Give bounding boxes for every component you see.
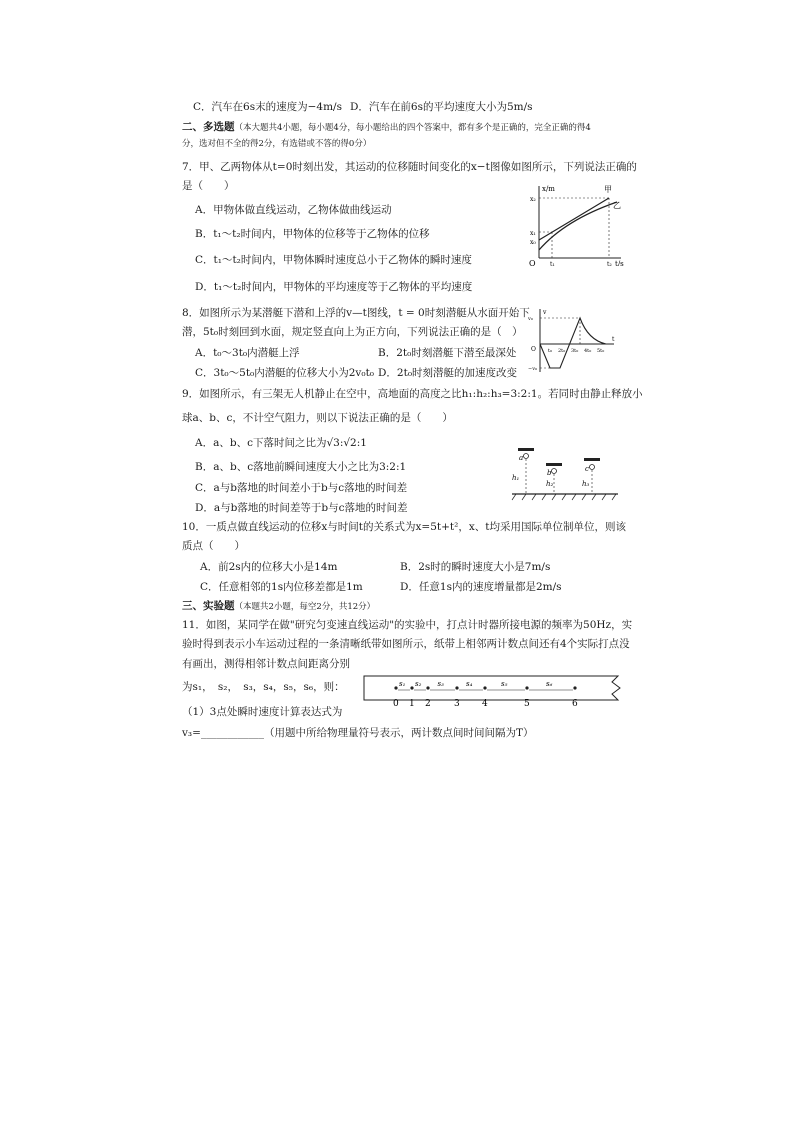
- q10-option-b: B．2s时的瞬时速度大小是7m/s: [400, 561, 551, 573]
- section-3-title: 三、实验题: [182, 600, 235, 612]
- q11-stem-4: 为s₁， s₂， s₃，s₄，s₅，s₆，则：: [182, 681, 345, 693]
- q11-stem-2: 验时得到表示小车运动过程的一条清晰纸带如图所示，纸带上相邻两计数点间还有4个实际打点没: [182, 638, 630, 650]
- q11-tape-point-label-2: 2: [425, 699, 431, 708]
- q7-graph-curve-yi: [539, 202, 617, 250]
- q11-stem-1: 11．如图，某同学在做"研究匀变速直线运动"的实验中，打点计时器所接电源的频率为50Hz，实: [182, 619, 633, 631]
- q7-option-d: D．t₁～t₂时间内，甲物体的平均速度等于乙物体的平均速度: [195, 281, 473, 293]
- q11-tape-point-0: [394, 686, 397, 689]
- q7-graph-x0-label: x₀: [530, 239, 536, 246]
- q8-graph-t0-label: t₀: [548, 348, 553, 354]
- q9-stem-1: 9．如图所示，有三架无人机静止在空中，高地面的高度之比h₁:h₂:h₃=3:2:1。若同时由静止释放小: [182, 388, 643, 400]
- q11-tape-segment-6: s₆: [546, 680, 553, 688]
- q8-option-c: C．3t₀～5t₀内潜艇的位移大小为2v₀t₀: [195, 367, 375, 379]
- q7-option-c: C．t₁～t₂时间内，甲物体瞬时速度总小于乙物体的瞬时速度: [195, 254, 472, 266]
- q7-graph-x2-label: x₂: [530, 196, 536, 203]
- q9-ball-c: [590, 465, 595, 470]
- q9-label-c: c: [585, 465, 589, 473]
- q7-graph-y-label: x/m: [542, 185, 555, 193]
- q11-tape-point-label-6: 6: [572, 699, 578, 708]
- q11-tape-point-label-3: 3: [454, 699, 460, 708]
- q11-tape-point-5: [525, 686, 528, 689]
- q8-option-d: D．2t₀时刻潜艇的加速度改变: [378, 367, 518, 379]
- q11-tape-segment-2: s₂: [415, 680, 422, 688]
- q10-option-c: C．任意相邻的1s内位移差都是1m: [200, 581, 363, 593]
- section-2-desc: （本大题共4小题，每小题4分，每小题给出的四个答案中，都有多个是正确的，完全正确的得4: [234, 123, 591, 133]
- q7-graph-line-jia: [539, 198, 609, 240]
- section-3-heading: [182, 599, 375, 614]
- q7-xt-graph: [525, 180, 625, 266]
- q9-label-h2: h₂: [546, 480, 554, 488]
- q8-graph-v0-label: v₀: [528, 316, 533, 322]
- q9-drone-figure: [510, 440, 620, 506]
- q8-graph-neg-v0-label: −v₀: [528, 366, 538, 372]
- q9-label-h1: h₁: [512, 474, 520, 482]
- q6-option-d: D．汽车在前6s的平均速度大小为5m/s: [350, 101, 533, 113]
- q11-tape-point-6: [573, 686, 576, 689]
- q8-option-b: B．2t₀时刻潜艇下潜至最深处: [378, 347, 517, 359]
- q11-answer-line: [182, 726, 533, 740]
- q8-graph-4t0-label: 4t₀: [584, 348, 592, 354]
- q9-ball-b: [552, 469, 557, 474]
- q11-stem-3: 有画出，测得相邻计数点间距离分别: [182, 658, 350, 670]
- q7-graph-t1-label: t₁: [550, 261, 555, 266]
- q11-tape-point-3: [455, 686, 458, 689]
- q11-tape-point-4: [483, 686, 486, 689]
- q7-graph-x1-label: x₁: [530, 230, 536, 237]
- section-2-desc-2: 分，选对但不全的得2分，有选错或不答的得0分）: [182, 139, 372, 149]
- q7-graph-t2-label: t₂: [607, 261, 612, 266]
- q9-option-b: B．a、b、c落地前瞬间速度大小之比为3:2:1: [195, 461, 407, 473]
- q11-part-1-note: （用题中所给物理量符号表示，两计数点间时间间隔为T）: [263, 727, 534, 739]
- q8-graph-2t0-label: 2t₀: [558, 348, 566, 354]
- q8-graph-origin: O: [531, 346, 536, 353]
- q8-graph-3t0-label: 3t₀: [571, 348, 579, 354]
- q9-drone-c: [584, 458, 600, 494]
- section-2-heading: [182, 120, 591, 135]
- q8-graph-v-curve: [540, 318, 606, 368]
- q9-label-b: b: [547, 469, 552, 477]
- q10-option-a: A．前2s内的位移大小是14m: [200, 561, 338, 573]
- section-3-desc: （本题共2小题，每空2分，共12分）: [234, 602, 376, 612]
- q11-part-1: （1）3点处瞬时速度计算表达式为: [182, 706, 343, 718]
- q11-tape-segment-4: s₄: [466, 680, 473, 688]
- q11-tape-point-label-1: 1: [409, 699, 415, 708]
- q7-option-a: A．甲物体做直线运动，乙物体做曲线运动: [195, 204, 392, 216]
- q8-stem-2: 潜，5t₀时刻回到水面，规定竖直向上为正方向，下列说法正确的是（ ）: [182, 326, 523, 338]
- q10-option-d: D．任意1s内的速度增量都是2m/s: [400, 581, 562, 593]
- q10-stem-2: 质点（ ）: [182, 540, 245, 552]
- q11-tape-segment-3: s₃: [437, 680, 444, 688]
- q7-graph-label-yi: 乙: [613, 201, 621, 210]
- q9-label-a: a: [519, 454, 524, 462]
- q8-graph-v-label: v: [543, 309, 547, 316]
- q11-tape-point-2: [426, 686, 429, 689]
- q6-option-c: C．汽车在6s末的速度为−4m/s: [193, 101, 342, 113]
- q7-graph-x-label: t/s: [615, 260, 624, 266]
- q8-vt-graph: [528, 306, 618, 376]
- q7-option-b: B．t₁～t₂时间内，甲物体的位移等于乙物体的位移: [195, 228, 430, 240]
- q7-stem-2: 是（ ）: [182, 180, 235, 192]
- q11-answer-blank[interactable]: ____________: [200, 727, 264, 739]
- q10-stem-1: 10．一质点做直线运动的位移x与时间t的关系式为x=5t+t²，x、t均采用国际单位制单位，则该: [182, 521, 626, 533]
- q9-ball-a: [524, 454, 529, 459]
- q9-option-a: A．a、b、c下落时间之比为√3:√2:1: [195, 437, 367, 449]
- q9-stem-2: 球a、b、c，不计空气阻力，则以下说法正确的是（ ）: [182, 412, 453, 424]
- q8-graph-5t0-label: 5t₀: [597, 348, 605, 354]
- q9-label-h3: h₃: [582, 480, 590, 488]
- q11-v3-label: v₃=: [182, 727, 201, 739]
- q7-graph-origin: O: [529, 259, 536, 266]
- q11-tape-point-1: [410, 686, 413, 689]
- q7-graph-label-jia: 甲: [604, 185, 612, 194]
- q11-tape-segment-5: s₅: [501, 680, 508, 688]
- q11-paper-tape: [360, 670, 630, 708]
- q11-tape-point-label-5: 5: [524, 699, 530, 708]
- q8-graph-t-label: t: [612, 336, 615, 343]
- q9-option-d: D．a与b落地的时间差等于b与c落地的时间差: [195, 502, 408, 514]
- q11-tape-segment-1: s₁: [399, 680, 406, 688]
- q9-option-c: C．a与b落地的时间差小于b与c落地的时间差: [195, 482, 408, 494]
- q8-stem-1: 8．如图所示为某潜艇下潜和上浮的v—t图线，t = 0时刻潜艇从水面开始下: [182, 307, 530, 319]
- q11-tape-point-label-0: 0: [393, 699, 399, 708]
- q8-option-a: A．t₀～3t₀内潜艇上浮: [195, 347, 300, 359]
- q9-drone-b: [546, 463, 562, 494]
- q11-tape-point-label-4: 4: [482, 699, 488, 708]
- q7-stem-1: 7．甲、乙两物体从t=0时刻出发，其运动的位移随时间变化的x−t图像如图所示，下列说法正确的: [182, 161, 637, 173]
- section-2-title: 二、多选题: [182, 121, 235, 133]
